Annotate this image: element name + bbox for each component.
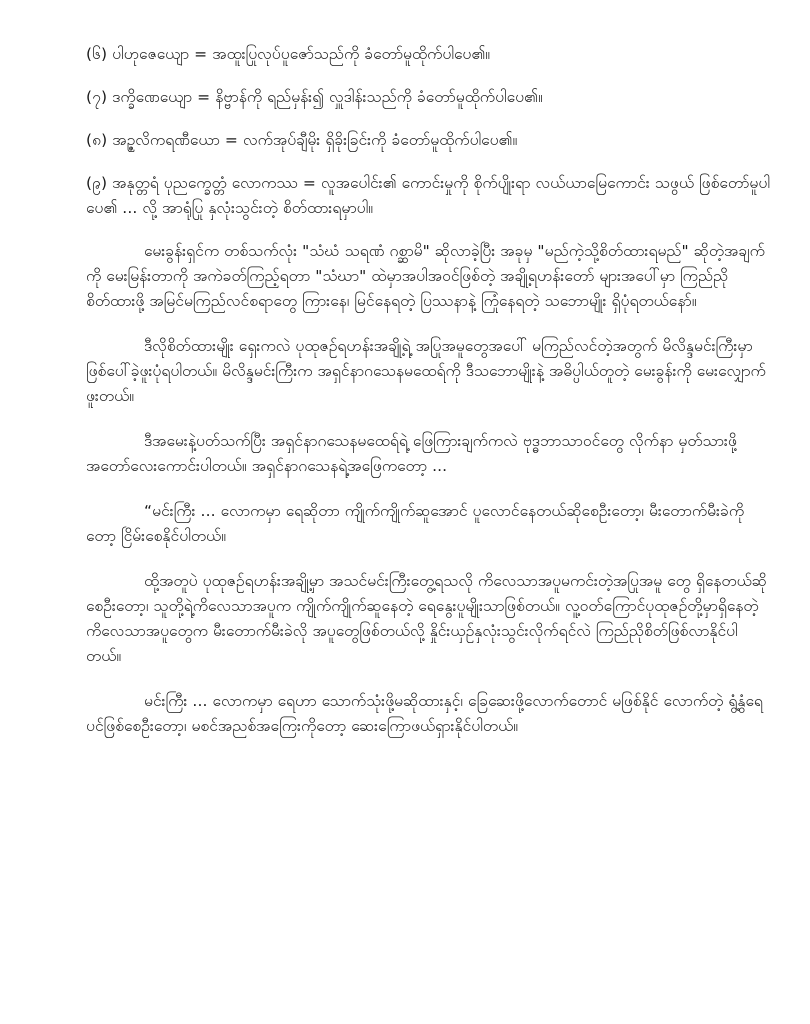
paragraph-monks-comparison: ထို့အတူပဲ ပုထုဇဉ်ရဟန်းအချို့မှာ အသင်မင်းကြီးတွေ့ရသလို ကိလေသာအပူမကင်းတဲ့အပြုအမူ တွေ ရှိနေတယ်ဆိုစေဦးတော့၊ သူတို့ရဲ့ကိလေသာအပူက ကျိုက်ကျိုက်ဆူနေတဲ့ ရေနွေးပူမျိုးသာဖြစ်တယ်။ လူ့ဝတ်ကြောင်ပုထုဇဉ်တို့မှာရှိနေတဲ့ ကိလေသာအပူတွေက မီးတောက်မီးခဲလို အပူတွေဖြစ်တယ်လို့ နှိုင်းယှဉ်နှလုံးသွင်းလိုက်ရင်လဲ ကြည်ညိုစိတ်ဖြစ်လာနိုင်ပါတယ်။ [86, 572, 767, 665]
paragraph-nagasena-answer-intro: ဒီအမေးနဲ့ပတ်သက်ပြီး အရှင်နာဂသေနမထေရ်ရဲ့ ဖြေကြားချက်ကလဲ ဗုဒ္ဓဘာသာဝင်တွေ လိုက်နာ မှတ်သားဖို့အတော်လေးကောင်းပါတယ်။ အရှင်နာဂသေနရဲ့အဖြေကတော့ ... [86, 432, 737, 475]
list-item-9: (၉) အနုတ္တရံ ပုညက္ခေတ္တံ လောကဿ = လူအပေါင်း၏ ကောင်းမှုကို စိုက်ပျိုးရာ လယ်ယာမြေကောင်း သဖွယ် ဖြစ်တော်မူပါပေ၏ ... လို့ အာရုံပြု နှလုံးသွင်းတဲ့ စိတ်ထားရမှာပါ။ [86, 174, 770, 217]
paragraph-muddy-water-simile: မင်းကြီး ... လောကမှာ ရေဟာ သောက်သုံးဖို့မဆိုထားနှင့်၊ ခြေဆေးဖို့လောက်တောင် မဖြစ်နိုင် လောက်တဲ့ ရွံ့နွံရေပင်ဖြစ်စေဦးတော့၊ မစင်အညစ်အကြေးကိုတော့ ဆေးကြောဖယ်ရှားနိုင်ပါတယ်။ [86, 692, 763, 735]
list-item-7: (၇) ဒက္ခိဏေယျော = နိဗ္ဗာန်ကို ရည်မှန်း၍ လှူဒါန်းသည်ကို ခံတော်မူထိုက်ပါပေ၏။ [86, 88, 543, 106]
paragraph-question-context: မေးခွန်းရှင်က တစ်သက်လုံး "သံဃံ သရဏံ ဂစ္ဆာမိ" ဆိုလာခဲ့ပြီး အခုမှ "မည်ကဲ့သို့စိတ်ထားရမည်" ဆိုတဲ့အချက်ကို မေးမြန်းတာကို အကဲခတ်ကြည့်ရတာ "သံဃာ" ထဲမှာအပါအဝင်ဖြစ်တဲ့ အချို့ရဟန်းတော် များအပေါ်မှာ ကြည်ညိုစိတ်ထားဖို့ အမြင်မကြည်လင်စရာတွေ ကြားနေ၊ မြင်နေရတဲ့ ပြဿနာနဲ့ ကြုံနေရတဲ့ သဘောမျိုး ရှိပုံရတယ်နော်။ [86, 242, 765, 310]
paragraph-hot-water-simile: “မင်းကြီး ... လောကမှာ ရေဆိုတာ ကျိုက်ကျိုက်ဆူအောင် ပူလောင်နေတယ်ဆိုစေဦးတော့၊ မီးတောက်မီးခဲကိုတော့ ငြိမ်းစေနိုင်ပါတယ်။ [86, 502, 745, 545]
list-item-6: (၆) ပါဟုဇေယျော = အထူးပြုလုပ်ပူဇော်သည်ကို ခံတော်မူထိုက်ပါပေ၏။ [86, 45, 491, 63]
list-item-8: (၈) အဉ္ဇလိကရဏီယော = လက်အုပ်ချီမိုး ရှိခိုးခြင်းကို ခံတော်မူထိုက်ပါပေ၏။ [86, 131, 518, 149]
paragraph-milinda-question: ဒီလိုစိတ်ထားမျိုး ရှေးကလဲ ပုထုဇဉ်ရဟန်းအချို့ရဲ့ အပြုအမူတွေအပေါ် မကြည်လင်တဲ့အတွက် မိလိန္ဒမင်းကြီးမှာ ဖြစ်ပေါ်ခဲ့ဖူးပုံရပါတယ်။ မိလိန္ဒမင်းကြီးက အရှင်နာဂသေနမထေရ်ကို ဒီသဘောမျိုးနဲ့ အဓိပ္ပါယ်တူတဲ့ မေးခွန်းကို မေးလျှောက်ဖူးတယ်။ [86, 337, 766, 405]
